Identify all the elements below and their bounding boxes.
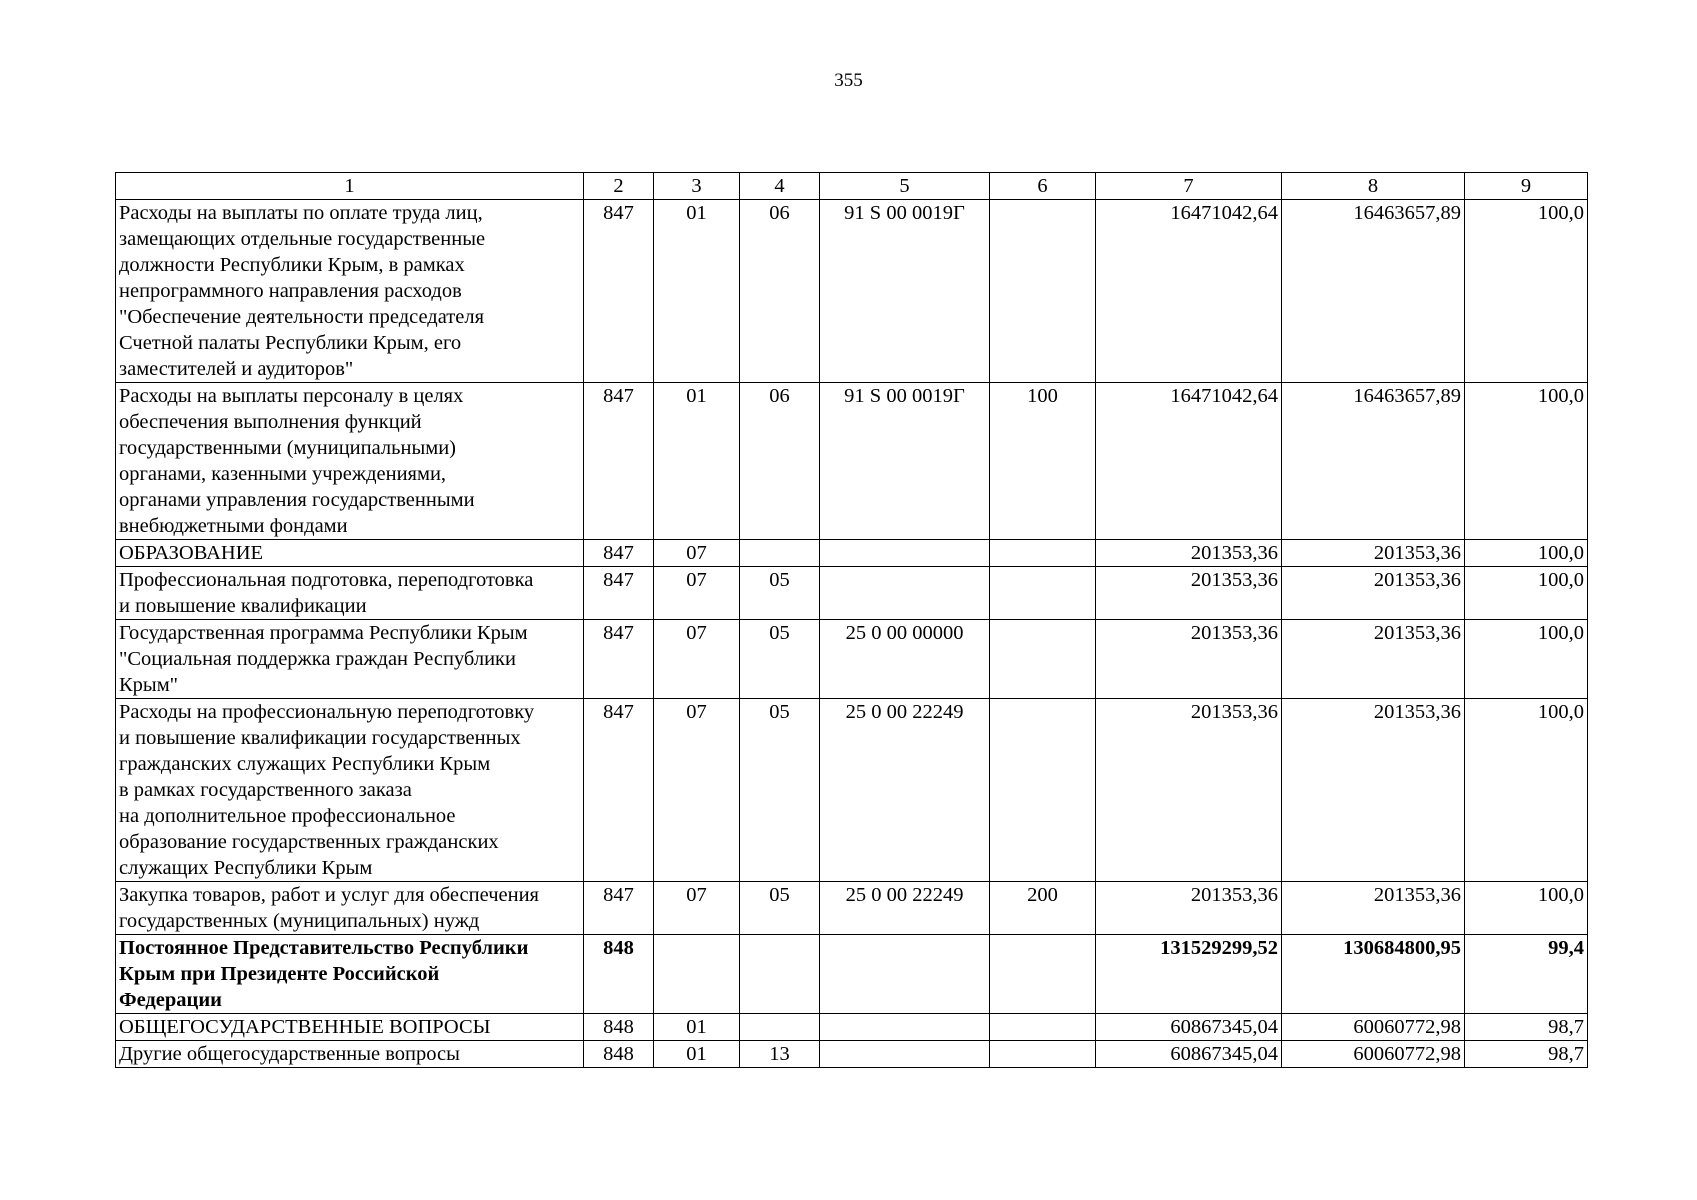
subsection-code-cell: 06 — [740, 383, 820, 540]
subsection-code-cell: 05 — [740, 567, 820, 620]
actual-amount-cell: 201353,36 — [1282, 882, 1465, 935]
expense-type-cell — [990, 1041, 1096, 1068]
section-code-cell: 07 — [654, 882, 740, 935]
planned-amount-cell: 201353,36 — [1096, 882, 1282, 935]
expense-type-cell — [990, 567, 1096, 620]
header-cell: 7 — [1096, 173, 1282, 200]
section-code-cell: 07 — [654, 699, 740, 882]
planned-amount-cell: 16471042,64 — [1096, 200, 1282, 383]
item-name-cell: Расходы на профессиональную переподготовку и повышение квалификации государственных гражданских служащих Республики Крым в рамках государственного заказа на дополнительное профессиональное образование государственных гражданских служащих Республики Крым — [116, 699, 584, 882]
expense-type-cell — [990, 699, 1096, 882]
table-row — [116, 567, 1588, 620]
target-article-cell — [820, 540, 990, 567]
table-row — [116, 882, 1588, 935]
item-name-cell: Закупка товаров, работ и услуг для обеспечения государственных (муниципальных) нужд — [116, 882, 584, 935]
item-name-cell: Постоянное Представительство Республики Крым при Президенте Российской Федерации — [116, 935, 584, 1014]
target-article-cell — [820, 1041, 990, 1068]
expense-type-cell — [990, 200, 1096, 383]
table-row — [116, 935, 1588, 1014]
actual-amount-cell: 201353,36 — [1282, 540, 1465, 567]
header-row — [116, 173, 1588, 200]
item-name-cell: Другие общегосударственные вопросы — [116, 1041, 584, 1068]
header-cell: 8 — [1282, 173, 1465, 200]
actual-amount-cell: 201353,36 — [1282, 699, 1465, 882]
admin-code-cell: 847 — [584, 383, 654, 540]
subsection-code-cell: 05 — [740, 882, 820, 935]
execution-percent-cell: 98,7 — [1465, 1014, 1588, 1041]
expense-type-cell — [990, 620, 1096, 699]
item-name-cell: ОБРАЗОВАНИЕ — [116, 540, 584, 567]
planned-amount-cell: 60867345,04 — [1096, 1041, 1282, 1068]
table-row — [116, 200, 1588, 383]
item-name-cell: Профессиональная подготовка, переподготовка и повышение квалификации — [116, 567, 584, 620]
subsection-code-cell: 13 — [740, 1041, 820, 1068]
planned-amount-cell: 201353,36 — [1096, 540, 1282, 567]
item-name-cell: Государственная программа Республики Крым "Социальная поддержка граждан Республики Крым" — [116, 620, 584, 699]
item-name-cell: ОБЩЕГОСУДАРСТВЕННЫЕ ВОПРОСЫ — [116, 1014, 584, 1041]
header-cell: 3 — [654, 173, 740, 200]
expense-type-cell — [990, 1014, 1096, 1041]
section-code-cell: 01 — [654, 1041, 740, 1068]
target-article-cell: 91 S 00 0019Г — [820, 200, 990, 383]
execution-percent-cell: 100,0 — [1465, 200, 1588, 383]
admin-code-cell: 848 — [584, 1014, 654, 1041]
planned-amount-cell: 201353,36 — [1096, 699, 1282, 882]
target-article-cell: 25 0 00 22249 — [820, 699, 990, 882]
execution-percent-cell: 100,0 — [1465, 699, 1588, 882]
execution-percent-cell: 100,0 — [1465, 567, 1588, 620]
budget-table — [115, 172, 1588, 1068]
admin-code-cell: 847 — [584, 200, 654, 383]
item-name-cell: Расходы на выплаты персоналу в целях обеспечения выполнения функций государственными (муниципальными) органами, казенными учреждениями, органами управления государственными внебюджетными фондами — [116, 383, 584, 540]
planned-amount-cell: 201353,36 — [1096, 620, 1282, 699]
expense-type-cell — [990, 935, 1096, 1014]
execution-percent-cell: 100,0 — [1465, 383, 1588, 540]
execution-percent-cell: 99,4 — [1465, 935, 1588, 1014]
actual-amount-cell: 201353,36 — [1282, 567, 1465, 620]
actual-amount-cell: 60060772,98 — [1282, 1041, 1465, 1068]
planned-amount-cell: 131529299,52 — [1096, 935, 1282, 1014]
subsection-code-cell — [740, 1014, 820, 1041]
section-code-cell: 01 — [654, 1014, 740, 1041]
target-article-cell — [820, 935, 990, 1014]
execution-percent-cell: 100,0 — [1465, 540, 1588, 567]
planned-amount-cell: 60867345,04 — [1096, 1014, 1282, 1041]
table-body — [116, 173, 1588, 1068]
admin-code-cell: 847 — [584, 620, 654, 699]
admin-code-cell: 847 — [584, 540, 654, 567]
target-article-cell: 25 0 00 00000 — [820, 620, 990, 699]
item-name-cell: Расходы на выплаты по оплате труда лиц, замещающих отдельные государственные должности Республики Крым, в рамках непрограммного направления расходов "Обеспечение деятельности председателя Счетной палаты Республики Крым, его заместителей и аудиторов" — [116, 200, 584, 383]
expense-type-cell — [990, 540, 1096, 567]
planned-amount-cell: 201353,36 — [1096, 567, 1282, 620]
execution-percent-cell: 100,0 — [1465, 620, 1588, 699]
subsection-code-cell: 05 — [740, 699, 820, 882]
section-code-cell: 07 — [654, 540, 740, 567]
admin-code-cell: 848 — [584, 935, 654, 1014]
section-code-cell: 01 — [654, 383, 740, 540]
admin-code-cell: 847 — [584, 882, 654, 935]
admin-code-cell: 848 — [584, 1041, 654, 1068]
target-article-cell: 25 0 00 22249 — [820, 882, 990, 935]
section-code-cell: 01 — [654, 200, 740, 383]
planned-amount-cell: 16471042,64 — [1096, 383, 1282, 540]
section-code-cell — [654, 935, 740, 1014]
subsection-code-cell: 05 — [740, 620, 820, 699]
actual-amount-cell: 130684800,95 — [1282, 935, 1465, 1014]
actual-amount-cell: 16463657,89 — [1282, 200, 1465, 383]
header-cell: 6 — [990, 173, 1096, 200]
header-cell: 4 — [740, 173, 820, 200]
table-row — [116, 540, 1588, 567]
table-row — [116, 699, 1588, 882]
header-cell: 1 — [116, 173, 584, 200]
target-article-cell: 91 S 00 0019Г — [820, 383, 990, 540]
subsection-code-cell — [740, 540, 820, 567]
actual-amount-cell: 60060772,98 — [1282, 1014, 1465, 1041]
section-code-cell: 07 — [654, 620, 740, 699]
header-cell: 2 — [584, 173, 654, 200]
execution-percent-cell: 100,0 — [1465, 882, 1588, 935]
page-number: 355 — [834, 70, 863, 91]
actual-amount-cell: 16463657,89 — [1282, 383, 1465, 540]
target-article-cell — [820, 567, 990, 620]
admin-code-cell: 847 — [584, 699, 654, 882]
table-row — [116, 620, 1588, 699]
target-article-cell — [820, 1014, 990, 1041]
admin-code-cell: 847 — [584, 567, 654, 620]
actual-amount-cell: 201353,36 — [1282, 620, 1465, 699]
expense-type-cell: 100 — [990, 383, 1096, 540]
subsection-code-cell — [740, 935, 820, 1014]
header-cell: 9 — [1465, 173, 1588, 200]
subsection-code-cell: 06 — [740, 200, 820, 383]
table-row — [116, 1014, 1588, 1041]
header-cell: 5 — [820, 173, 990, 200]
table-row — [116, 383, 1588, 540]
expense-type-cell: 200 — [990, 882, 1096, 935]
section-code-cell: 07 — [654, 567, 740, 620]
execution-percent-cell: 98,7 — [1465, 1041, 1588, 1068]
table-row — [116, 1041, 1588, 1068]
